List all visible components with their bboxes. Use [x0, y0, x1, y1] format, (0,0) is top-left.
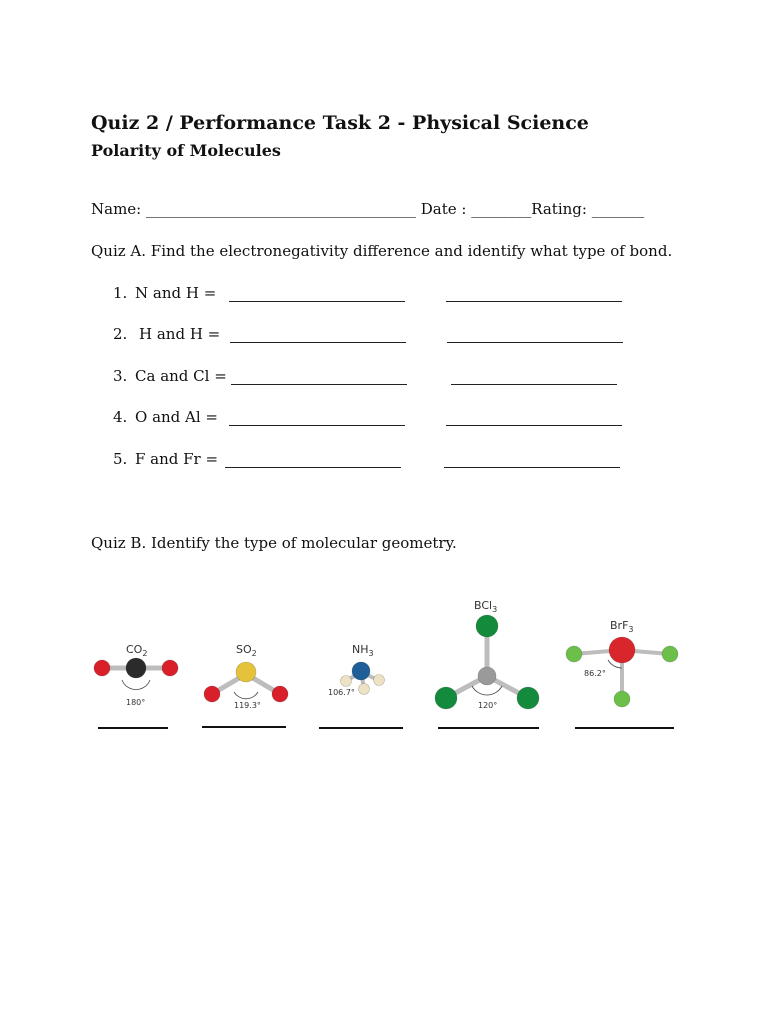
quiz-a-item	[113, 325, 673, 347]
oxygen-atom	[94, 660, 110, 676]
quiz-a-item	[113, 367, 673, 389]
oxygen-atom	[162, 660, 178, 676]
boron-atom	[478, 667, 496, 685]
co2-formula: $CO_2$	[126, 643, 148, 658]
bond-type-blank[interactable]	[446, 301, 622, 302]
bromine-atom	[609, 637, 635, 663]
difference-blank[interactable]	[229, 301, 405, 302]
nh3-answer-line[interactable]	[319, 727, 403, 729]
hydrogen-atom	[359, 684, 370, 695]
quiz-a-item	[113, 450, 673, 472]
difference-blank[interactable]	[229, 425, 405, 426]
oxygen-atom	[204, 686, 220, 702]
nh3-molecule	[318, 636, 408, 708]
bcl3-formula: BCl$_3$	[474, 599, 498, 614]
nh3-angle: 106.7°	[328, 688, 355, 697]
bcl3-molecule	[430, 594, 546, 716]
brf3-formula: BrF$_3$	[610, 619, 634, 634]
chlorine-atom	[517, 687, 539, 709]
name-date-rating-line: Name: ____________________________________ Date : ________Rating: _______	[91, 200, 645, 218]
brf3-molecule	[560, 614, 686, 712]
bond-type-blank[interactable]	[447, 342, 623, 343]
difference-blank[interactable]	[225, 467, 401, 468]
co2-molecule	[88, 636, 188, 710]
brf3-angle: 86.2°	[584, 669, 606, 678]
so2-answer-line[interactable]	[202, 726, 286, 728]
item-number: 3.	[113, 367, 128, 385]
co2-angle: 180°	[126, 698, 146, 707]
hydrogen-atom	[374, 675, 385, 686]
quiz-a-instruction: Quiz A. Find the electronegativity difference and identify what type of bond.	[91, 242, 673, 260]
item-label: O and Al =	[135, 408, 219, 426]
oxygen-atom	[272, 686, 288, 702]
hydrogen-atom	[341, 676, 352, 687]
item-number: 4.	[113, 408, 128, 426]
fluorine-atom	[614, 691, 630, 707]
chlorine-atom	[435, 687, 457, 709]
bond-type-blank[interactable]	[446, 425, 622, 426]
angle-arc	[122, 680, 150, 690]
item-number: 5.	[113, 450, 128, 468]
carbon-atom	[126, 658, 146, 678]
nitrogen-atom	[352, 662, 370, 680]
so2-formula: $SO_2$	[236, 643, 257, 658]
item-label: H and H =	[139, 325, 221, 343]
co2-answer-line[interactable]	[98, 727, 168, 729]
item-label: N and H =	[135, 284, 217, 302]
brf3-answer-line[interactable]	[575, 727, 674, 729]
quiz-a-item	[113, 284, 673, 306]
quiz-b-instruction: Quiz B. Identify the type of molecular geometry.	[91, 534, 457, 552]
fluorine-atom	[566, 646, 582, 662]
angle-arc	[472, 686, 502, 695]
angle-arc	[234, 692, 258, 699]
item-label: F and Fr =	[135, 450, 219, 468]
bond-type-blank[interactable]	[444, 467, 620, 468]
page-subtitle: Polarity of Molecules	[91, 141, 281, 160]
so2-molecule	[198, 636, 296, 712]
sulfur-atom	[236, 662, 256, 682]
item-label: Ca and Cl =	[135, 367, 227, 385]
quiz-a-item	[113, 408, 673, 430]
item-number: 2.	[113, 325, 128, 343]
nh3-formula: $NH_3$	[352, 643, 374, 658]
fluorine-atom	[662, 646, 678, 662]
item-number: 1.	[113, 284, 128, 302]
chlorine-atom	[476, 615, 498, 637]
difference-blank[interactable]	[231, 384, 407, 385]
difference-blank[interactable]	[230, 342, 406, 343]
bcl3-answer-line[interactable]	[438, 727, 539, 729]
bond-type-blank[interactable]	[451, 384, 617, 385]
so2-angle: 119.3°	[234, 701, 261, 710]
page-title: Quiz 2 / Performance Task 2 - Physical Science	[91, 112, 589, 134]
bcl3-angle: 120°	[478, 701, 498, 710]
